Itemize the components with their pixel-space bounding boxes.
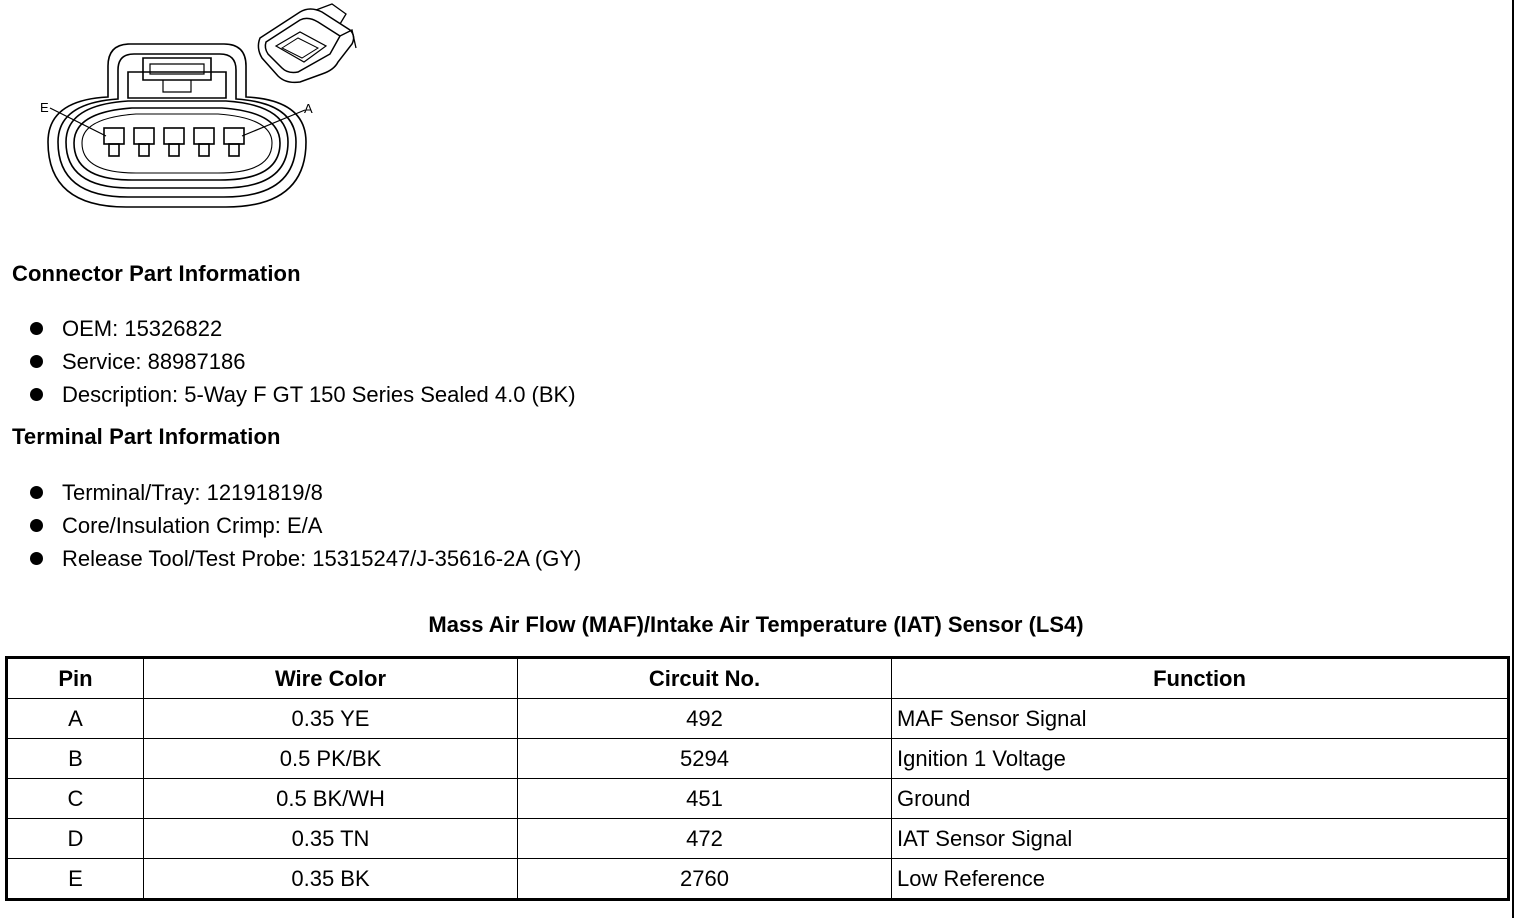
cell-wire-color: 0.35 BK [144, 859, 518, 900]
connector-part-info-list [28, 312, 576, 411]
terminal-part-info-list [28, 476, 581, 575]
pin-label-a: A [304, 101, 313, 116]
table-row [7, 699, 1509, 739]
cell-circuit: 472 [518, 819, 892, 859]
cell-function: Ground [892, 779, 1509, 819]
header-wire-color: Wire Color [144, 658, 518, 699]
list-item [28, 476, 581, 509]
cell-wire-color: 0.35 YE [144, 699, 518, 739]
bullet-icon [30, 388, 43, 401]
release-tool-test-probe: Release Tool/Test Probe: 15315247/J-35616-2A (GY) [62, 546, 582, 571]
connector-part-info-heading: Connector Part Information [12, 261, 301, 286]
cell-wire-color: 0.5 PK/BK [144, 739, 518, 779]
connector-oem: OEM: 15326822 [62, 316, 223, 341]
core-insulation-crimp: Core/Insulation Crimp: E/A [62, 513, 323, 538]
connector-description: Description: 5-Way F GT 150 Series Sealed 4.0 (BK) [62, 382, 576, 407]
cell-pin: A [7, 699, 144, 739]
cell-function: MAF Sensor Signal [892, 699, 1509, 739]
cell-circuit: 492 [518, 699, 892, 739]
header-pin: Pin [7, 658, 144, 699]
bullet-icon [30, 322, 43, 335]
bullet-icon [30, 552, 43, 565]
cell-pin: D [7, 819, 144, 859]
cell-circuit: 5294 [518, 739, 892, 779]
header-circuit-no: Circuit No. [518, 658, 892, 699]
pin-label-e: E [40, 100, 49, 115]
connector-face-diagram [0, 0, 380, 220]
bullet-icon [30, 486, 43, 499]
pin-table [5, 656, 1510, 901]
table-row [7, 779, 1509, 819]
cell-function: IAT Sensor Signal [892, 819, 1509, 859]
table-row [7, 819, 1509, 859]
list-item [28, 378, 576, 411]
bullet-icon [30, 355, 43, 368]
terminal-cavities [104, 128, 244, 156]
terminal-tray: Terminal/Tray: 12191819/8 [62, 480, 323, 505]
bullet-icon [30, 519, 43, 532]
cell-pin: C [7, 779, 144, 819]
connector-service: Service: 88987186 [62, 349, 246, 374]
cell-function: Low Reference [892, 859, 1509, 900]
cell-pin: E [7, 859, 144, 900]
terminal-part-info-heading: Terminal Part Information [12, 424, 281, 449]
table-header-row [7, 658, 1509, 699]
list-item [28, 542, 581, 575]
pin-table-title: Mass Air Flow (MAF)/Intake Air Temperature (IAT) Sensor (LS4) [428, 612, 1084, 637]
cell-pin: B [7, 739, 144, 779]
cell-circuit: 2760 [518, 859, 892, 900]
table-row [7, 739, 1509, 779]
header-function: Function [892, 658, 1509, 699]
connector-isometric-icon [258, 4, 356, 82]
cell-circuit: 451 [518, 779, 892, 819]
list-item [28, 312, 576, 345]
cell-function: Ignition 1 Voltage [892, 739, 1509, 779]
cell-wire-color: 0.5 BK/WH [144, 779, 518, 819]
page-border-right [1512, 0, 1514, 918]
list-item [28, 345, 576, 378]
cell-wire-color: 0.35 TN [144, 819, 518, 859]
table-row [7, 859, 1509, 900]
list-item [28, 509, 581, 542]
